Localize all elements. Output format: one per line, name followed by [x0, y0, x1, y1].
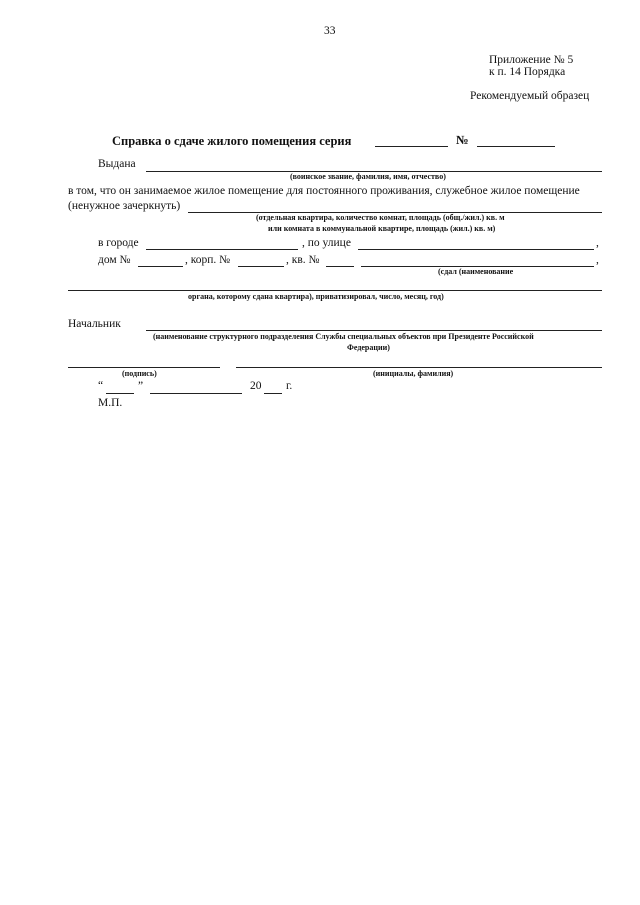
- authority-hint: органа, которому сдана квартира), приватизировал, число, месяц, год): [188, 292, 444, 301]
- certificate-title: Справка о сдаче жилого помещения серия: [112, 134, 352, 148]
- stamp-label: М.П.: [98, 397, 123, 409]
- issued-hint: (воинское звание, фамилия, имя, отчество): [290, 172, 446, 181]
- department-field-line[interactable]: [146, 330, 602, 331]
- year-prefix: 20: [250, 380, 262, 392]
- city-label: в городе: [98, 237, 139, 249]
- issued-label: Выдана: [98, 158, 136, 170]
- series-field-line[interactable]: [375, 146, 448, 147]
- appendix-number: Приложение № 5: [489, 54, 574, 66]
- date-quote-close: ”: [138, 380, 144, 392]
- building-label: , корп. №: [185, 254, 231, 266]
- signature-field-line[interactable]: [68, 367, 220, 368]
- housing-hint-1: (отдельная квартира, количество комнат, площадь (общ./жил.) кв. м: [256, 213, 505, 222]
- year-suffix: г.: [286, 380, 293, 392]
- street-label: , по улице: [302, 237, 351, 249]
- head-label: Начальник: [68, 318, 121, 330]
- surrendered-hint: (сдал (наименование: [438, 267, 514, 276]
- statement-line-1: в том, что он занимаемое жилое помещение для постоянного проживания, служебное жилое помещение: [68, 185, 580, 197]
- number-sign: №: [456, 133, 469, 147]
- department-hint-1: (наименование структурного подразделения Службы специальных объектов при Президенте Российской: [153, 332, 534, 341]
- house-field-line[interactable]: [138, 266, 183, 267]
- apartment-label: , кв. №: [286, 254, 320, 266]
- number-field-line[interactable]: [477, 146, 555, 147]
- apartment-comma: ,: [596, 254, 599, 266]
- month-field-line[interactable]: [150, 393, 242, 394]
- recommended-sample-label: Рекомендуемый образец: [470, 90, 590, 102]
- year-field-line[interactable]: [264, 393, 282, 394]
- house-label: дом №: [98, 254, 131, 266]
- page-number: 33: [324, 25, 336, 37]
- street-field-line[interactable]: [358, 249, 594, 250]
- authority-field-line[interactable]: [68, 290, 602, 291]
- date-quote-open: “: [98, 380, 104, 392]
- signature-hint: (подпись): [122, 369, 157, 378]
- apartment-field-line[interactable]: [326, 266, 354, 267]
- building-field-line[interactable]: [238, 266, 284, 267]
- name-hint: (инициалы, фамилия): [373, 369, 454, 378]
- name-field-line[interactable]: [236, 367, 602, 368]
- day-field-line[interactable]: [106, 393, 134, 394]
- city-field-line[interactable]: [146, 249, 298, 250]
- department-hint-2: Федерации): [347, 343, 390, 352]
- statement-line-2: (ненужное зачеркнуть): [68, 200, 181, 212]
- housing-hint-2: или комната в коммунальной квартире, площадь (жил.) кв. м): [268, 224, 496, 233]
- street-comma: ,: [596, 237, 599, 249]
- appendix-reference: к п. 14 Порядка: [489, 66, 566, 78]
